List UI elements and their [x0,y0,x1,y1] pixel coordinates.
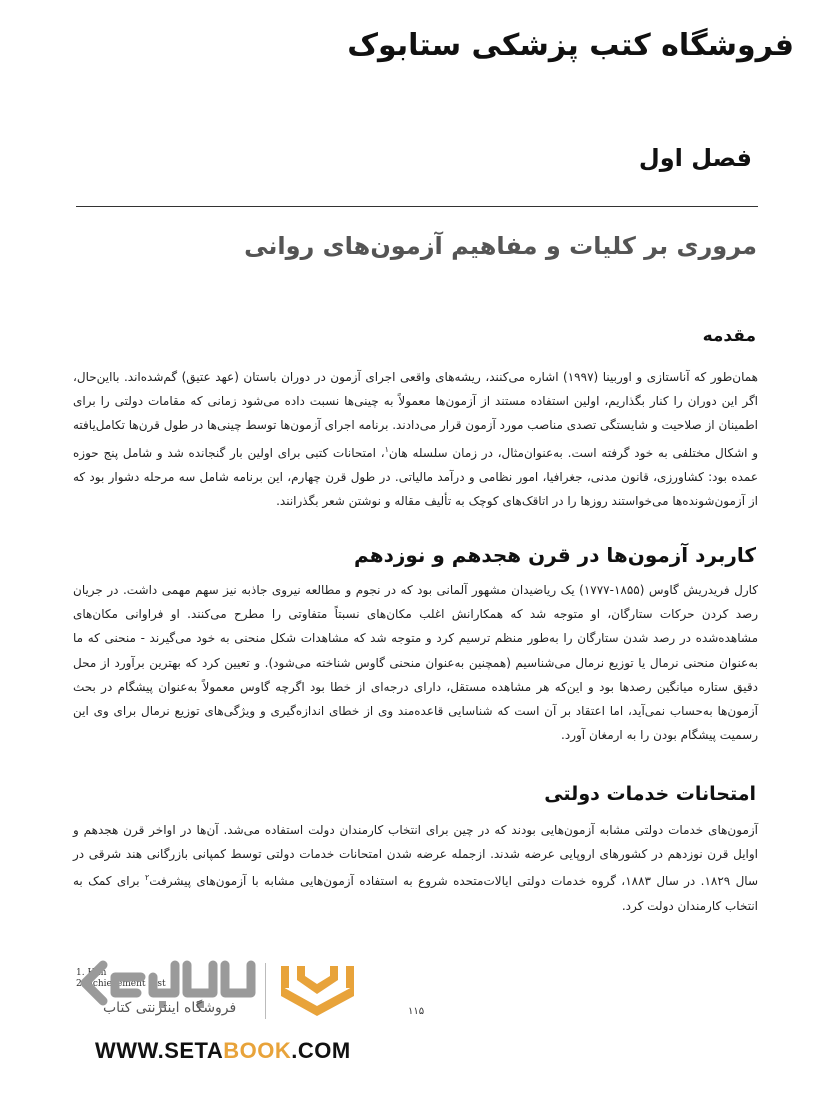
paragraph-civil-part-a: آزمون‌های خدمات دولتی مشابه آزمون‌هایی بودند که در چین برای انتخاب کارمندان دولت استفاده می‌شد. آن‌ها در اواخر قرن هجدهم و اوایل قرن نوزدهم در کشورهای اروپایی عرضه شدند. ازجمله عرضه شدن امتحانات خدمات دولتی توسط کمپانی بازرگانی هند شرقی در سال ۱۸۲۹. در سال ۱۸۸۳، گروه خدمات دولتی ایالات‌متحده شروع به استفاده آزمون‌هایی مشابه با آزمون‌های پیشرفت [73,823,759,889]
watermark-brand-text: فروشگاه اینترنتی کتاب [103,1000,237,1016]
chapter-divider [76,206,758,207]
chapter-title: فصل اول [638,144,752,172]
paragraph-civil [73,818,758,918]
paragraph-intro [73,365,758,513]
website-url-prefix: WWW.SETA [95,1038,224,1063]
paragraph-intro-part-b: ، امتحانات کتبی برای اولین بار گنجانده شد و شامل پنج حوزه عمده بود: کشاورزی، قانون مدنی، جغرافیا، امور نظامی و درآمد مالیاتی. در طول قرن چهارم، این برنامه شامل سه مرحله دشوار بود که از آزمون‌شونده‌ها می‌خواستند روزها را در اتاقک‌های کوچک به تألیف مقاله و نوشتن شعر بگذرانند. [73,445,758,509]
section-heading-intro: مقدمه [702,326,756,346]
section-heading-c19: کاربرد آزمون‌ها در قرن هجدهم و نوزدهم [354,543,756,567]
paragraph-c19: کارل فریدریش گاوس (۱۸۵۵-۱۷۷۷) یک ریاضیدان مشهور آلمانی بود که در نجوم و مطالعه نیروی جاذبه نیز سهم مهمی داشت. در جریان رصد کردن حرکات ستارگان، او متوجه شد که همکارانش اغلب مکان‌های نسبتاً متفاوتی را مطرح می‌کنند. او فراوانی مکان‌های مشاهده‌شده در رصد شدن ستارگان را به‌طور منظم ترسیم کرد و متوجه شد که مشاهدات شکل منحنی به خود می‌گیرند - منحنی که ما به‌عنوان منحنی نرمال یا توزیع نرمال می‌شناسیم (همچنین به‌عنوان منحنی گاوس شناخته می‌شود). و تعیین کرد که بهترین برآورد از محل دقیق ستاره میانگین رصدها بود و این‌که هر مشاهده مستقل، دارای درجه‌ای از خطا بود اگرچه گاوس معمولاً به‌عنوان پیشگام در بحث آزمون‌ها به‌حساب نمی‌آید، اما اعتقاد بر آن است که شناسایی قاعده‌مند وی از خطای اندازه‌گیری و ویژگی‌های توزیع نرمال برای وی این رسمیت پیشگام بودن را به ارمغان آورد. [73,583,758,743]
section-heading-civil: امتحانات خدمات دولتی [544,783,756,805]
footnote-2: 2. achievement test [76,979,166,989]
footnote-1: 1. Han [76,968,107,978]
footnote-ref-2: ۲ [144,873,150,883]
footnote-ref-1: ۱ [384,444,389,454]
website-url [95,1038,351,1064]
website-url-accent: BOOK [223,1038,292,1063]
store-title: فروشگاه کتب پزشکی ستابوک [347,28,794,63]
paragraph-civil-part-b: برای کمک به انتخاب کارمندان دولت کرد. [73,874,758,913]
page-number: ۱۱۵ [408,1006,425,1017]
book-emblem-icon [275,960,360,1022]
watermark-divider [265,963,266,1019]
chapter-subtitle: مروری بر کلیات و مفاهیم آزمون‌های روانی [244,232,757,260]
setabook-watermark [75,955,365,1035]
paragraph-intro-part-a: همان‌طور که آناستازی و اوربینا (۱۹۹۷) اشاره می‌کنند، ریشه‌های واقعی اجرای آزمون در دوران باستان (عهد عتیق) گم‌شده‌اند. بااین‌حال، اگر این دوران را کنار بگذاریم، اولین استفاده مستند از آزمون‌ها معمولاً به چینی‌ها نسبت داده می‌شود زمانی که مقامات دولتی را برای اطمینان از صلاحیت و شایستگی تصدی مناصب مورد آزمون قرار می‌دادند. برنامه اجرای آزمون‌ها توسط چینی‌ها در طول قرن‌ها تکامل‌یافته و اشکال مختلفی به خود گرفته است. به‌عنوان‌مثال، در زمان سلسله هان [73,370,758,460]
website-url-suffix: .COM [291,1038,351,1063]
